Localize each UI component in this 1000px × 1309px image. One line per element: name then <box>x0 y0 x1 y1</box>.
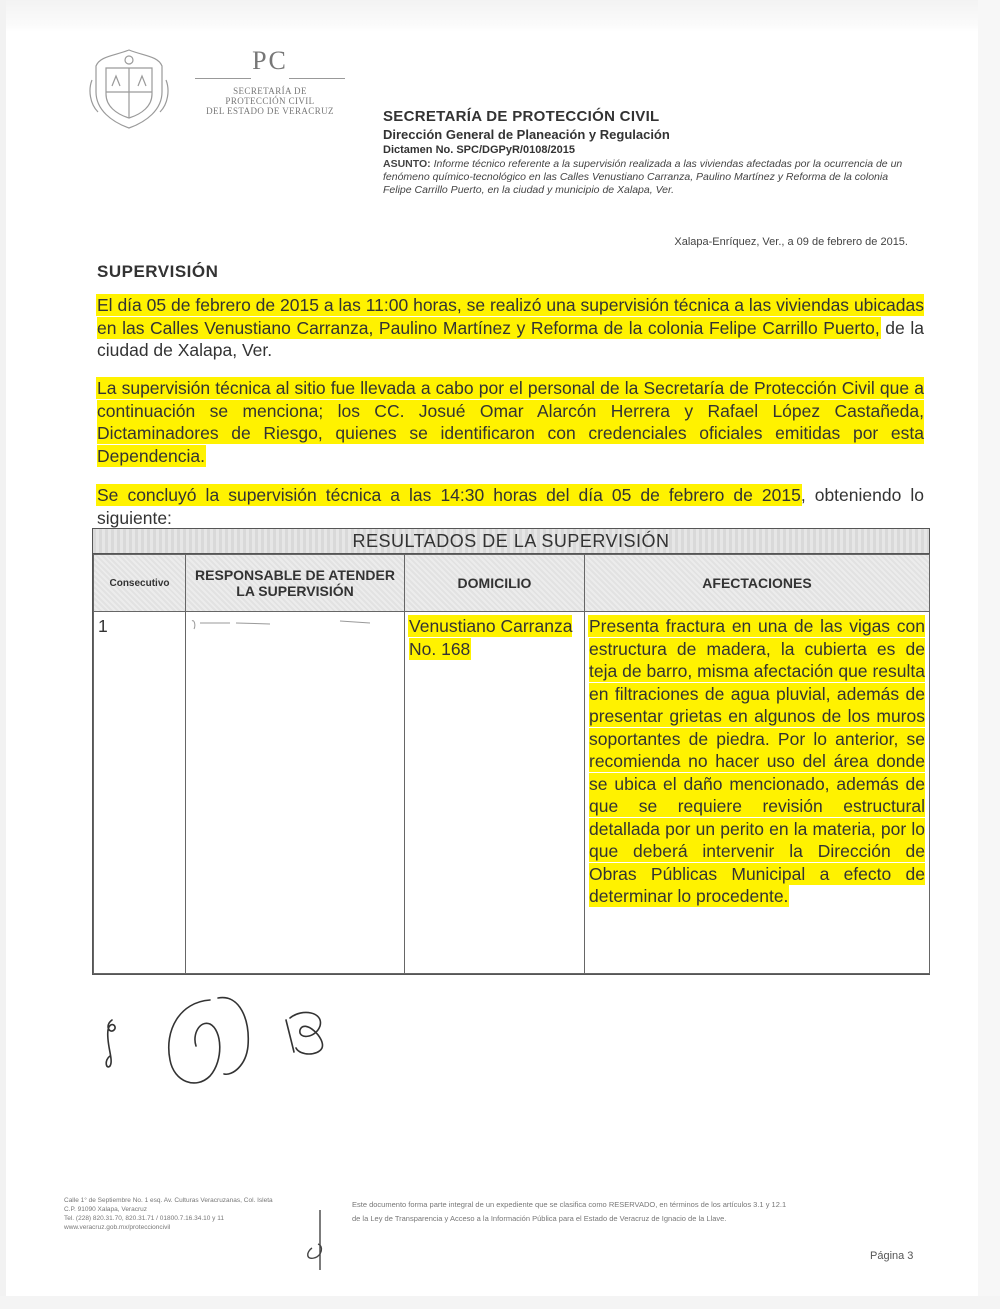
results-table-container <box>92 528 930 975</box>
redaction-mark <box>190 615 400 655</box>
logo-line: SECRETARÍA DE <box>233 86 307 96</box>
highlighted-text: Presenta fractura en una de las vigas con estructura de madera, la cubierta es de teja de barro, misma afectación que resulta en filtraciones de agua pluvial, además de presentar grietas en algunos de los muros soportantes de piedra. Por lo anterior, se recomienda no hacer uso del área donde se ubica el daño mencionado, además de que se requiere revisión estructural detallada por un perito en la materia, por lo que deberá intervenir la Dirección de Obras Públicas Municipal a efecto de determinar lo procedente. <box>589 616 925 906</box>
highlighted-text: La supervisión técnica al sitio fue llevada a cabo por el personal de la Secretaría de Protección Civil que a continuación se menciona; los CC. Josué Omar Alarcón Herrera y Rafael López Castañeda, Dictaminadores de Riesgo, quienes se identificaron con credenciales oficiales emitidas por esta Dependencia. <box>97 378 924 466</box>
pc-logo-mark: PC <box>252 46 288 75</box>
logo-subtitle <box>195 86 345 116</box>
highlighted-text: Se concluyó la supervisión técnica a las 14:30 horas del día 05 de febrero de 2015 <box>97 485 801 505</box>
logo-divider <box>195 78 251 79</box>
paragraph-conclusion <box>97 484 924 529</box>
table-header-row <box>94 555 930 612</box>
subject-label: ASUNTO: <box>383 158 431 170</box>
results-title: RESULTADOS DE LA SUPERVISIÓN <box>93 529 929 554</box>
header-afectaciones: AFECTACIONES <box>585 555 930 612</box>
cell-responsable <box>186 612 405 974</box>
cell-consecutivo: 1 <box>94 612 186 974</box>
page-number: Página 3 <box>870 1250 914 1262</box>
header-consecutivo: Consecutivo <box>94 555 186 612</box>
table-row <box>94 612 930 974</box>
initials-mark <box>298 1208 338 1272</box>
scan-edge-left <box>0 0 6 1309</box>
scan-edge-top <box>0 0 1000 32</box>
cell-afectaciones <box>585 612 930 974</box>
place-date: Xalapa-Enríquez, Ver., a 09 de febrero de 2015. <box>674 236 908 248</box>
paragraph-personnel <box>97 377 924 467</box>
scan-edge-right <box>978 0 1000 1309</box>
paragraph-text: de la ciudad de Xalapa, Ver. <box>97 317 924 360</box>
logo-divider <box>289 78 345 79</box>
pc-logo <box>195 48 345 116</box>
subject <box>383 158 913 197</box>
header-domicilio: DOMICILIO <box>405 555 585 612</box>
footer-notice: Este documento forma parte integral de un expediente que se clasifica como RESERVADO, en términos de los artículos 3.1 y 12.1 de la Ley de Transparencia y Acceso a la Información Pública para el Estado de Veracruz de Ignacio de la Llave. <box>352 1200 787 1223</box>
address-line: Tel. (228) 820.31.70, 820.31.71 / 01800.7.16.34.10 y 11 <box>64 1215 224 1222</box>
address-line: Calle 1° de Septiembre No. 1 esq. Av. Culturas Veracruzanas, Col. Isleta <box>64 1197 273 1204</box>
results-table <box>93 554 930 974</box>
logo-line: PROTECCIÓN CIVIL <box>225 96 315 106</box>
highlighted-text: El día 05 de febrero de 2015 a las 11:00 horas, se realizó una supervisión técnica a las viviendas ubicadas en las Calles Venustiano Carranza, Paulino Martínez y Reforma de la colonia Felipe Carrillo Puerto, <box>97 295 924 338</box>
dictamen-number: Dictamen No. SPC/DGPyR/0108/2015 <box>383 144 575 156</box>
address-line: www.veracruz.gob.mx/proteccioncivil <box>64 1224 171 1231</box>
coat-of-arms-icon <box>86 46 172 132</box>
logo-line: DEL ESTADO DE VERACRUZ <box>206 106 334 116</box>
section-title: SUPERVISIÓN <box>97 262 219 281</box>
scan-edge-bottom <box>0 1296 1000 1309</box>
subject-text: Informe técnico referente a la supervisión realizada a las viviendas afectadas por la ocurrencia de un fenómeno químico-tecnológico en las Calles Venustiano Carranza, Paulino Martínez y Reforma de la colonia Felipe Carrillo Puerto, en la ciudad y municipio de Xalapa, Ver. <box>383 158 903 196</box>
highlighted-text: Venustiano Carranza No. 168 <box>409 616 573 659</box>
address-line: C.P. 91090 Xalapa, Veracruz <box>64 1206 147 1213</box>
cell-domicilio <box>405 612 585 974</box>
direction-name: Dirección General de Planeación y Regulación <box>383 127 670 142</box>
paragraph-visit <box>97 294 924 362</box>
header-responsable: RESPONSABLE DE ATENDER LA SUPERVISIÓN <box>186 555 405 612</box>
organization-name: SECRETARÍA DE PROTECCIÓN CIVIL <box>383 108 660 125</box>
paragraph-text: , obteniendo lo siguiente: <box>97 485 924 528</box>
handwritten-signature <box>100 990 340 1100</box>
document-header <box>383 108 913 197</box>
